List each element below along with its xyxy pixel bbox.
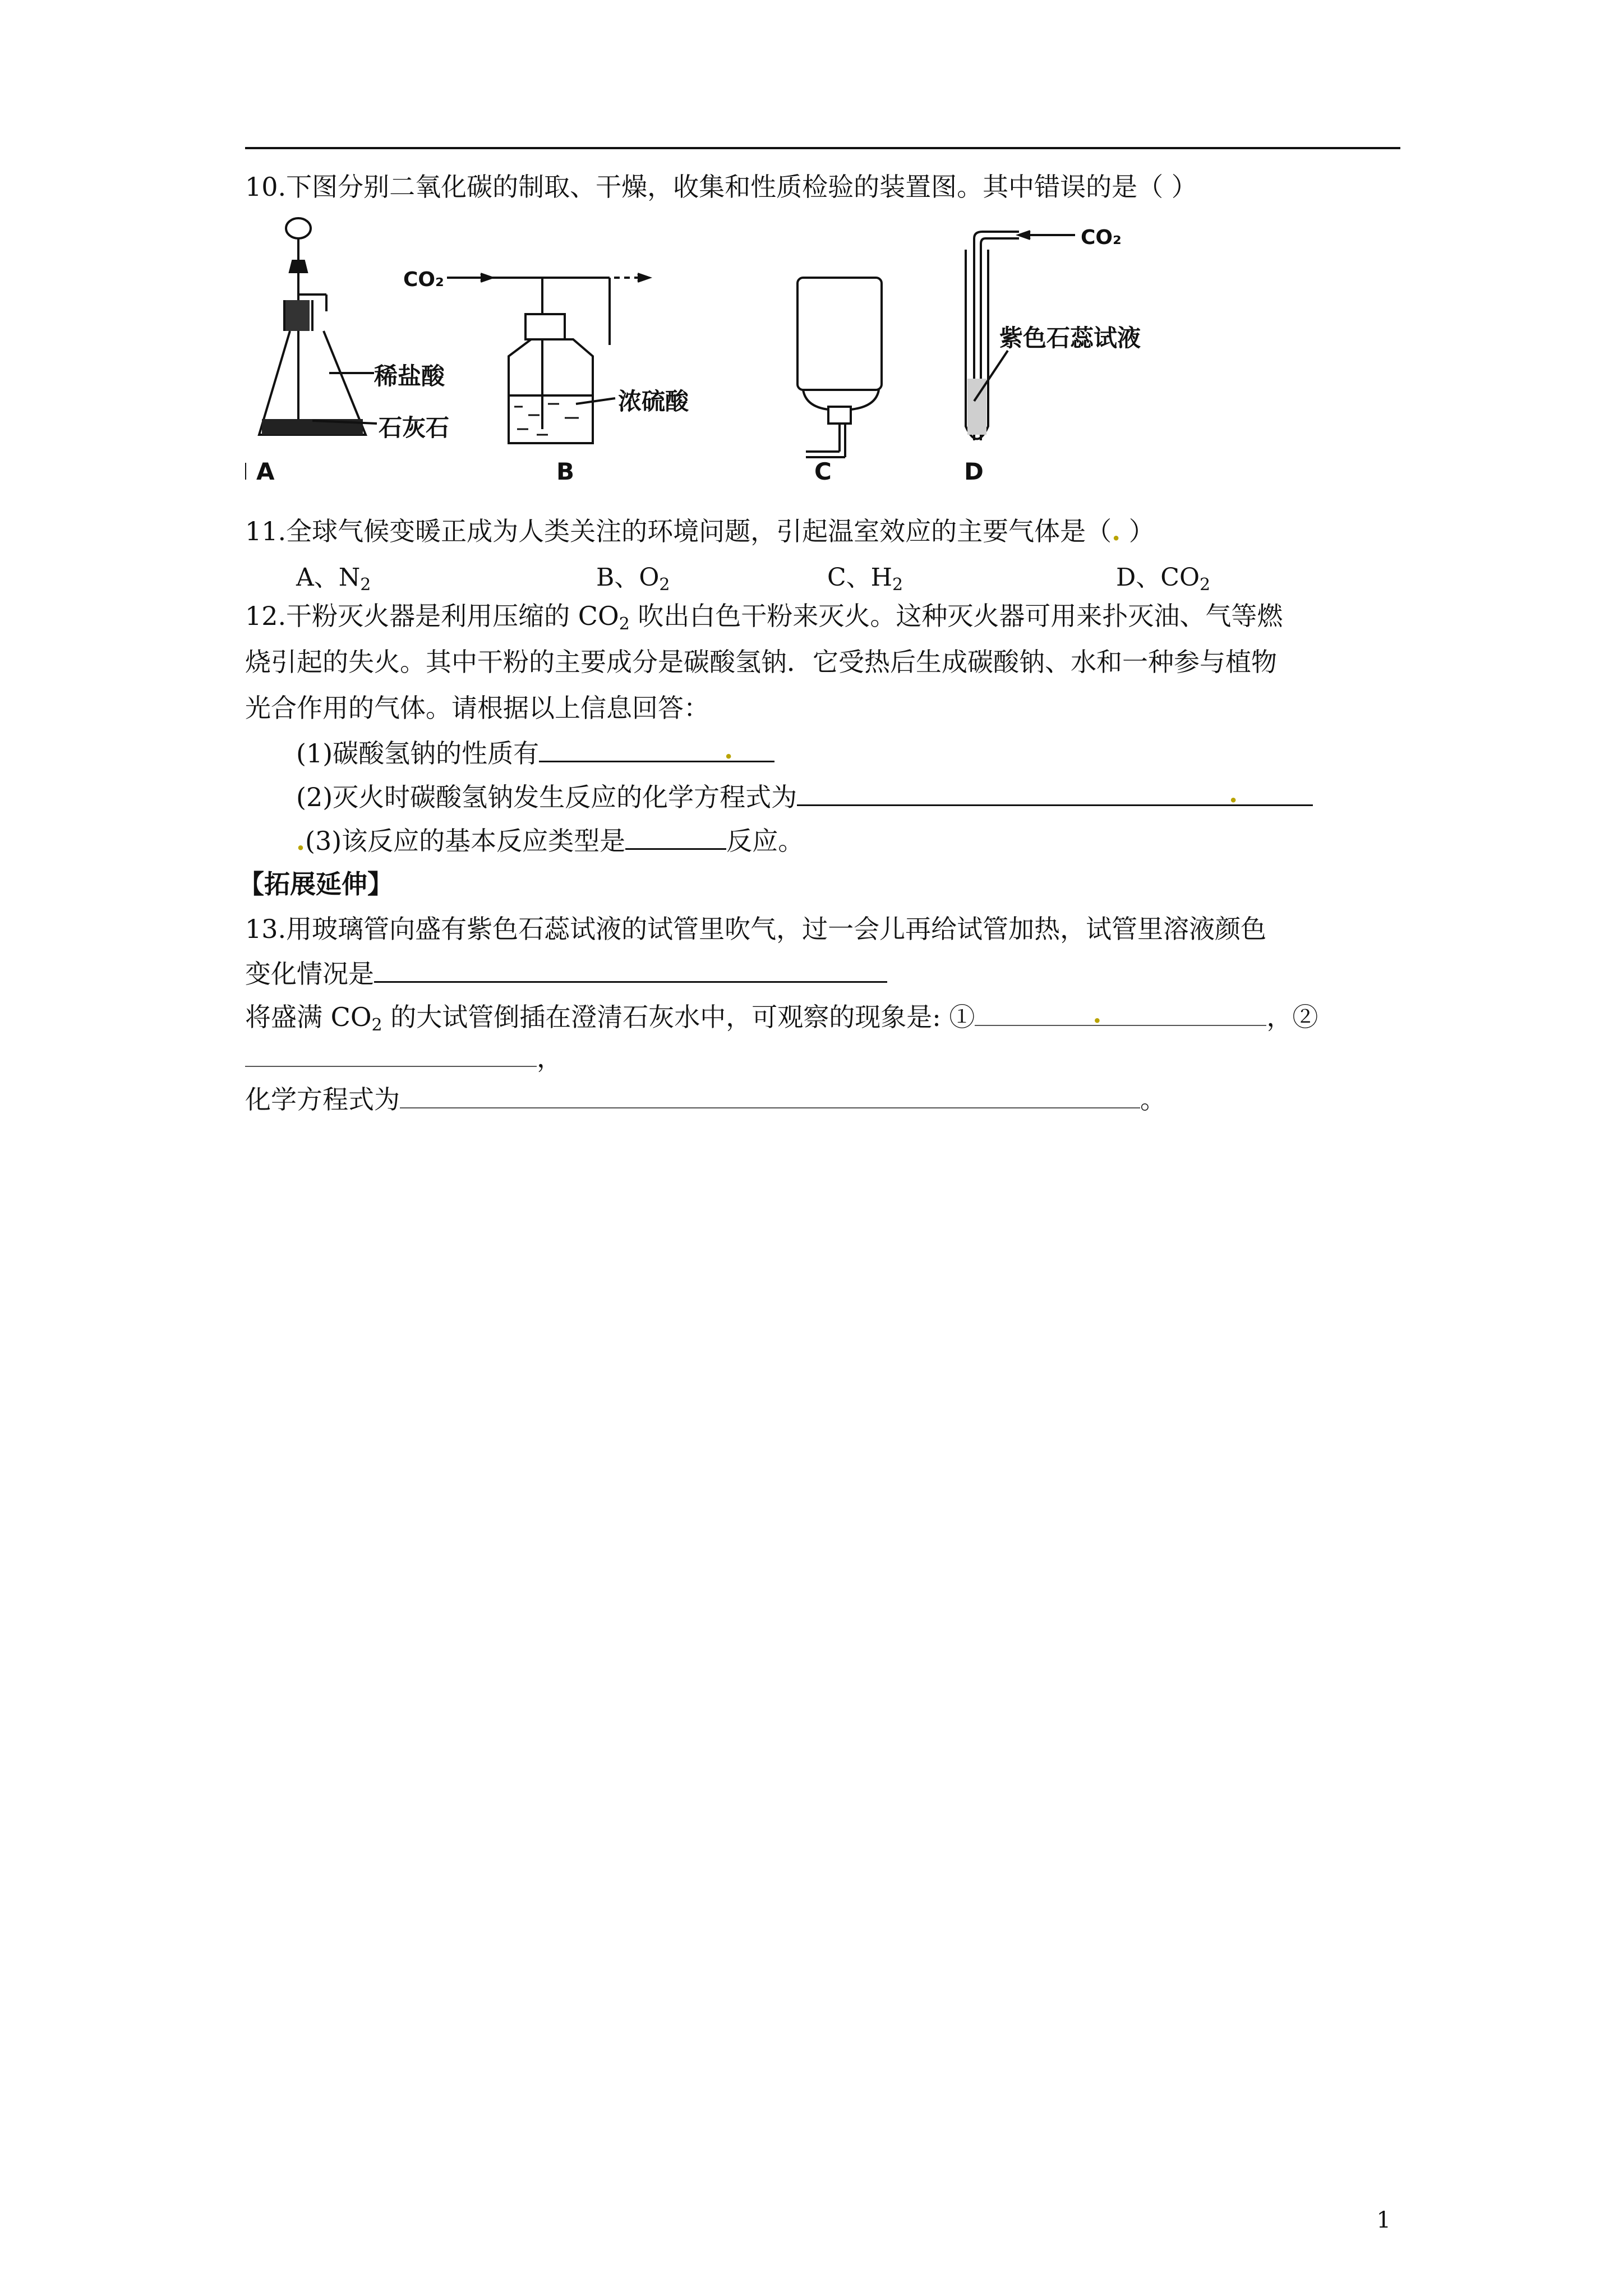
litmus-label: 紫色石蕊试液 <box>999 324 1141 352</box>
stone-label: 石灰石 <box>379 414 450 441</box>
option-b[interactable]: B、$O_2$ <box>596 563 670 595</box>
question-10-text: 10.下图分别二氧化碳的制取、干燥，收集和性质检验的装置图。其中错误的是（ ） <box>245 172 1197 202</box>
label-d: D <box>964 458 984 485</box>
question-13-line5: 化学方程式为 。 <box>245 1083 1166 1116</box>
question-11-close: ） <box>1121 516 1155 546</box>
question-13-line3: 将盛满 $CO_2$ 的大试管倒插在澄清石灰水中，可观察的现象是: ① . ，② <box>245 999 1318 1035</box>
option-a[interactable]: A、$N_2$ <box>296 563 371 595</box>
answer-blank-13-1[interactable] <box>374 956 887 983</box>
question-12-line1: 12.干粉灭火器是利用压缩的 $CO_2$ 吹出白色干粉来灭火。这种灭火器可用来扑灭油、气等燃 <box>245 601 1283 634</box>
funnel-bulb <box>286 218 311 238</box>
option-c[interactable]: C、$H_2$ <box>827 563 903 595</box>
co2-label-d: CO₂ <box>1081 226 1122 249</box>
question-13-line1: 13.用玻璃管向盛有紫色石蕊试液的试管里吹气，过一会儿再给试管加热，试管里溶液颜色 <box>245 914 1267 944</box>
section-heading: 【拓展延伸】 <box>238 869 393 899</box>
label-b: B <box>556 458 575 485</box>
header-rule <box>245 147 1400 149</box>
answer-blank-12-2[interactable]: . <box>797 780 1313 806</box>
co2-label-b: CO₂ <box>403 268 444 291</box>
question-12-line2: 烧引起的失火。其中干粉的主要成分是碳酸氢钠．它受热后生成碳酸钠、水和一种参与植物 <box>245 647 1277 677</box>
apparatus-figure <box>245 216 1210 496</box>
question-12-line3: 光合作用的气体。请根据以上信息回答： <box>245 693 709 723</box>
question-12-sub3: .(3)该反应的基本反应类型是 反应。 <box>296 823 804 858</box>
question-11-stem: 11.全球气候变暖正成为人类关注的环境问题，引起温室效应的主要气体是（ <box>245 516 1112 546</box>
answer-blank-13-4[interactable] <box>400 1083 1140 1108</box>
answer-blank-12-1[interactable]: . <box>539 736 774 762</box>
wash-bottle <box>509 339 593 443</box>
label-c: C <box>814 458 832 485</box>
label-a: A <box>256 458 275 485</box>
answer-blank-12-3[interactable] <box>625 823 726 850</box>
mark-dot: . <box>1112 516 1121 546</box>
apparatus-diagram <box>245 216 1210 496</box>
acid-label: 稀盐酸 <box>374 362 445 390</box>
page-number: 1 <box>1376 2207 1391 2233</box>
mark-dot: . <box>296 826 306 856</box>
answer-blank-13-2[interactable]: . <box>975 1000 1266 1026</box>
option-d[interactable]: D、$CO_2$ <box>1116 563 1211 595</box>
question-12-sub2: (2)灭火时碳酸氢钠发生反应的化学方程式为 . <box>296 780 1313 814</box>
h2so4-label: 浓硫酸 <box>618 388 689 415</box>
collecting-bottle <box>797 278 882 390</box>
question-13-line4: ， <box>245 1041 562 1075</box>
answer-blank-13-3[interactable] <box>245 1041 537 1067</box>
question-12-sub1: (1)碳酸氢钠的性质有 . <box>296 736 774 770</box>
question-13-line2: 变化情况是 <box>245 956 887 991</box>
question-11-text <box>245 514 1155 548</box>
